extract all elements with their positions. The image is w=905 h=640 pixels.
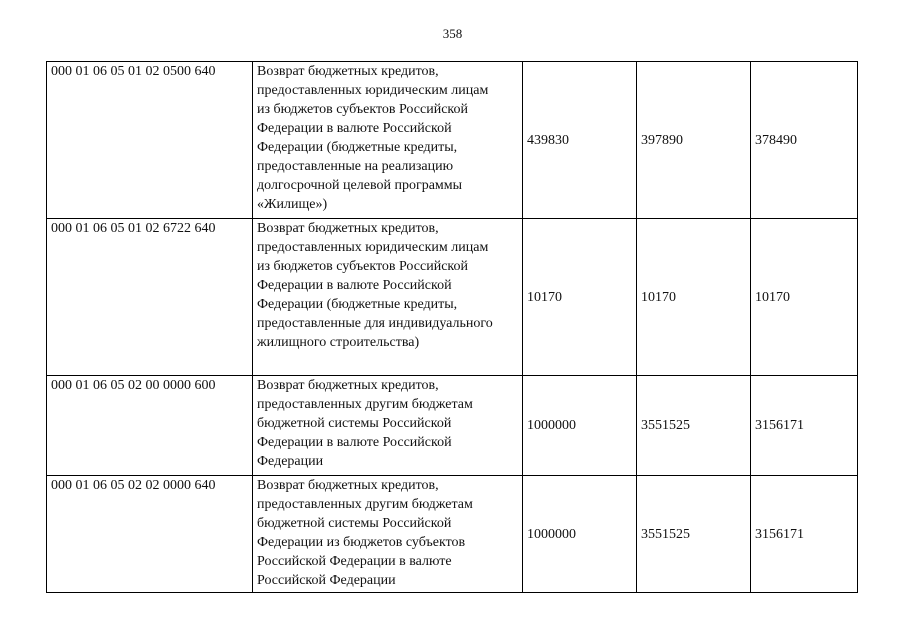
value-cell-year-3: 10170 [751,219,858,376]
description-line: Возврат бюджетных кредитов, [257,478,439,493]
table-row [47,376,858,476]
value-cell-year-2: 397890 [637,62,751,219]
description-cell [253,476,523,593]
description-line: предоставленных юридическим лицам [257,240,489,255]
description-line: Федерации из бюджетов субъектов [257,535,466,550]
description-line: Федерации в валюте Российской [257,435,452,450]
description-line: предоставленных другим бюджетам [257,497,473,512]
description-line: бюджетной системы Российской [257,516,452,531]
value-cell-year-3: 3156171 [751,476,858,593]
table-row [47,476,858,593]
table-row [47,62,858,219]
budget-code-cell: 000 01 06 05 01 02 0500 640 [47,62,253,219]
description-line: Федерации в валюте Российской [257,278,452,293]
budget-table [46,61,858,593]
value-cell-year-3: 3156171 [751,376,858,476]
description-line: Федерации [257,454,324,469]
value-cell-year-1: 1000000 [523,376,637,476]
page-number: 358 [442,26,463,41]
description-line: Возврат бюджетных кредитов, [257,221,439,236]
description-line: предоставленных юридическим лицам [257,83,489,98]
description-line: жилищного строительства) [257,335,420,350]
description-cell [253,219,523,376]
value-cell-year-2: 3551525 [637,476,751,593]
budget-code-cell: 000 01 06 05 02 00 0000 600 [47,376,253,476]
description-line: Федерации (бюджетные кредиты, [257,140,458,155]
description-line: из бюджетов субъектов Российской [257,102,468,117]
description-cell [253,376,523,476]
description-line: Федерации (бюджетные кредиты, [257,297,458,312]
description-line: Федерации в валюте Российской [257,121,452,136]
description-cell [253,62,523,219]
budget-code-cell: 000 01 06 05 01 02 6722 640 [47,219,253,376]
description-line: Российской Федерации [257,573,396,588]
description-line: из бюджетов субъектов Российской [257,259,468,274]
value-cell-year-1: 10170 [523,219,637,376]
value-cell-year-3: 378490 [751,62,858,219]
value-cell-year-2: 10170 [637,219,751,376]
description-line: долгосрочной целевой программы [257,178,463,193]
table-row [47,219,858,376]
value-cell-year-1: 1000000 [523,476,637,593]
description-line: бюджетной системы Российской [257,416,452,431]
description-line: Российской Федерации в валюте [257,554,452,569]
description-line: «Жилище») [257,197,328,212]
description-line: Возврат бюджетных кредитов, [257,64,439,79]
description-line: предоставленные для индивидуального [257,316,493,331]
description-line: предоставленных другим бюджетам [257,397,473,412]
value-cell-year-2: 3551525 [637,376,751,476]
value-cell-year-1: 439830 [523,62,637,219]
description-line: Возврат бюджетных кредитов, [257,378,439,393]
description-line: предоставленные на реализацию [257,159,454,174]
budget-code-cell: 000 01 06 05 02 02 0000 640 [47,476,253,593]
